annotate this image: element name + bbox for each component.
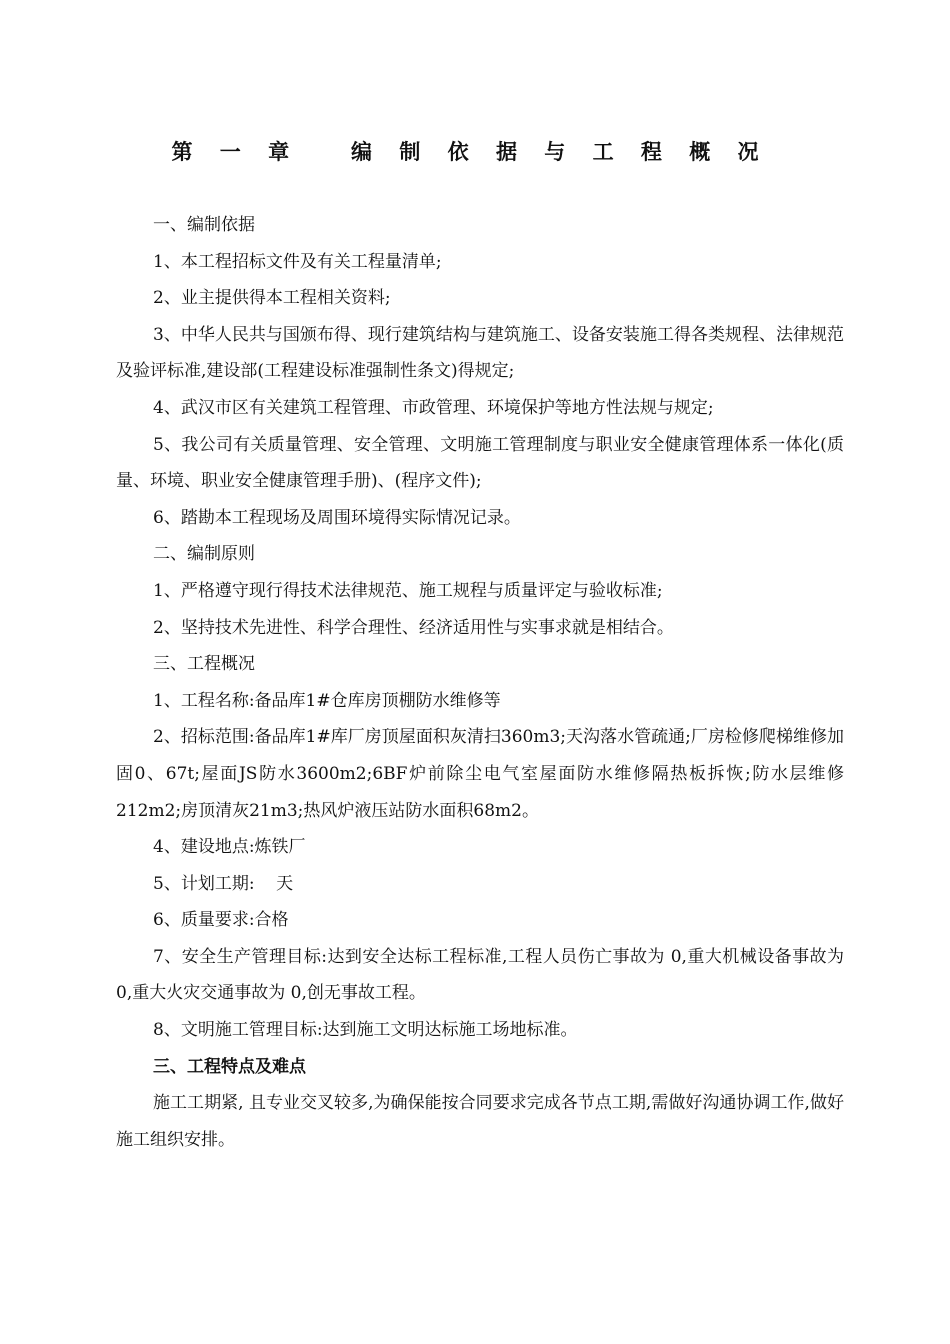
overview-item-location: 4、建设地点:炼铁厂: [153, 837, 306, 858]
overview-item-name: 1、工程名称:备品库1#仓库房顶棚防水维修等: [153, 690, 501, 711]
basis-item-6: 6、踏勘本工程现场及周围环境得实际情况记录。: [153, 507, 521, 528]
section-heading-principles: 二、编制原则: [153, 544, 255, 565]
overview-item-civilized: 8、文明施工管理目标:达到施工文明达标施工场地标准。: [153, 1020, 578, 1041]
chapter-title: 第 一 章 编 制 依 据 与 工 程 概 况: [171, 140, 769, 164]
overview-item-duration: 5、计划工期: 天: [153, 873, 294, 894]
basis-item-1: 1、本工程招标文件及有关工程量清单;: [153, 251, 442, 272]
basis-item-2: 2、业主提供得本工程相关资料;: [153, 288, 391, 309]
section-heading-difficulties: 三、工程特点及难点: [153, 1056, 306, 1077]
overview-item-scope: 2、招标范围:备品库1#库厂房顶屋面积灰清扫360m3;天沟落水管疏通;厂房检修爬梯维修加固0、67t;屋面JS防水3600m2;6BF炉前除尘电气室屋面防水维修隔热板拆恢;防水层维修212m2;房顶清灰21m3;热风炉液压站防水面积68m2。: [116, 727, 844, 821]
principle-item-2: 2、坚持技术先进性、科学合理性、经济适用性与实事求就是相结合。: [153, 617, 674, 638]
overview-item-quality: 6、质量要求:合格: [153, 910, 289, 931]
section-heading-overview: 三、工程概况: [153, 654, 255, 675]
basis-item-4: 4、武汉市区有关建筑工程管理、市政管理、环境保护等地方性法规与规定;: [153, 397, 714, 418]
basis-item-3: 3、中华人民共与国颁布得、现行建筑结构与建筑施工、设备安装施工得各类规程、法律规范及验评标准,建设部(工程建设标准强制性条文)得规定;: [116, 324, 844, 382]
basis-item-5: 5、我公司有关质量管理、安全管理、文明施工管理制度与职业安全健康管理体系一体化(质量、环境、职业安全健康管理手册)、(程序文件);: [116, 434, 844, 492]
principle-item-1: 1、严格遵守现行得技术法律规范、施工规程与质量评定与验收标准;: [153, 580, 663, 601]
overview-item-safety: 7、安全生产管理目标:达到安全达标工程标准,工程人员伤亡事故为 0,重大机械设备事故为 0,重大火灾交通事故为 0,创无事故工程。: [116, 946, 844, 1004]
section-heading-basis: 一、编制依据: [153, 215, 255, 235]
document-body: [116, 207, 844, 1158]
difficulties-text: 施工工期紧, 且专业交叉较多,为确保能按合同要求完成各节点工期,需做好沟通协调工作,做好施工组织安排。: [116, 1093, 844, 1150]
